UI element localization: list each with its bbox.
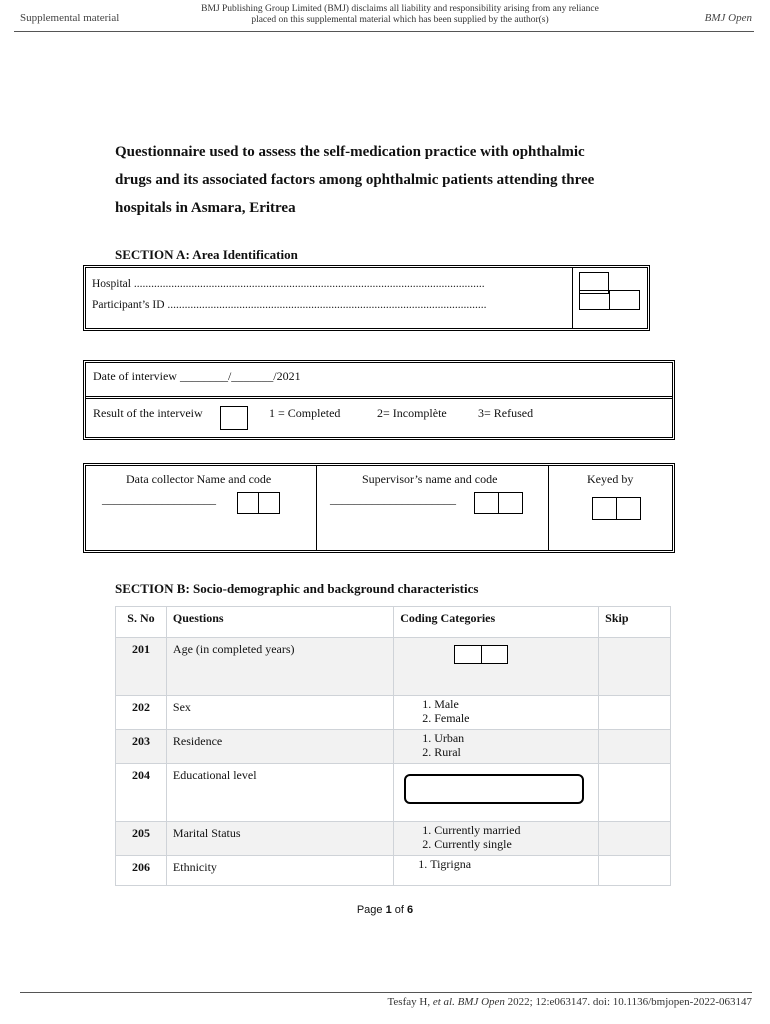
header-left-label: Supplemental material: [20, 12, 120, 24]
footer-divider: [20, 992, 752, 993]
row-number: 203: [116, 730, 167, 764]
coding-options-list: [400, 823, 592, 851]
section-b-title: SECTION B: Socio-demographic and background characteristics: [115, 581, 479, 596]
row-coding: [394, 822, 599, 856]
table-row: [116, 856, 671, 886]
personnel-divider-2: [548, 466, 549, 550]
coding-options-list: [400, 731, 592, 759]
coding-option: 1. Currently married: [434, 823, 592, 837]
disclaimer-line-1: BMJ Publishing Group Limited (BMJ) disclaims all liability and responsibility arising from any reliance: [201, 4, 599, 14]
column-header-skip: Skip: [599, 607, 671, 638]
result-label: Result of the interveiw: [93, 406, 203, 420]
citation-details: 2022; 12:e063147. doi: 10.1136/bmjopen-2022-063147: [504, 996, 752, 1008]
row-number: 204: [116, 764, 167, 822]
row-number: 205: [116, 822, 167, 856]
area-identification-box: [83, 265, 650, 331]
row-number: 201: [116, 638, 167, 696]
row-skip: [599, 730, 671, 764]
data-collector-label: Data collector Name and code: [126, 472, 272, 486]
coding-option: 1. Male: [434, 697, 592, 711]
supervisor-name-line[interactable]: _____________________: [330, 492, 456, 506]
header-disclaimer: [185, 4, 615, 26]
row-question: Ethnicity: [166, 856, 393, 886]
row-number: 202: [116, 696, 167, 730]
title-line-3: hospitals in Asmara, Eritrea: [115, 200, 296, 216]
data-collector-code-boxes: [237, 492, 280, 514]
socio-demographic-table: [115, 606, 671, 886]
coding-option: 2. Currently single: [434, 837, 592, 851]
keyed-by-label: Keyed by: [587, 472, 634, 486]
result-code-box[interactable]: [220, 406, 248, 430]
code-cell[interactable]: [592, 497, 617, 520]
coding-option: 2. Rural: [434, 745, 592, 759]
row-skip: [599, 638, 671, 696]
page-of: of: [391, 904, 408, 916]
row-coding: [394, 638, 599, 696]
coding-option: 1. Tigrigna: [430, 857, 592, 871]
code-cell[interactable]: [454, 645, 482, 664]
title-line-1: Questionnaire used to assess the self-medication practice with ophthalmic: [115, 144, 585, 160]
row-question: Educational level: [166, 764, 393, 822]
row-number: 206: [116, 856, 167, 886]
header-divider: [14, 31, 754, 32]
code-cell[interactable]: [237, 492, 259, 514]
table-row: [116, 696, 671, 730]
table-row: [116, 638, 671, 696]
participant-id-code-cell[interactable]: [579, 290, 610, 310]
title-line-2: drugs and its associated factors among ophthalmic patients attending three: [115, 172, 595, 188]
personnel-box: [83, 463, 675, 553]
coding-options-list: [400, 697, 592, 725]
education-level-box[interactable]: [404, 774, 584, 804]
data-collector-name-line[interactable]: ___________________: [102, 492, 216, 506]
document-title: [115, 138, 675, 222]
disclaimer-line-2: placed on this supplemental material which has been supplied by the author(s): [251, 15, 549, 25]
code-cell[interactable]: [616, 497, 641, 520]
supervisor-code-boxes: [474, 492, 523, 514]
column-divider: [572, 268, 573, 328]
citation-journal: et al. BMJ Open: [432, 996, 505, 1008]
interview-box: [83, 360, 675, 440]
row-skip: [599, 696, 671, 730]
row-question: Age (in completed years): [166, 638, 393, 696]
column-header-coding: Coding Categories: [394, 607, 599, 638]
section-a-title: SECTION A: Area Identification: [115, 247, 298, 262]
row-coding: [394, 730, 599, 764]
row-question: Residence: [166, 730, 393, 764]
page-current: 1: [385, 904, 392, 916]
page-number: [0, 904, 770, 916]
age-code-boxes: [454, 645, 592, 664]
personnel-divider-1: [316, 466, 317, 550]
coding-option: 1. Urban: [434, 731, 592, 745]
row-coding: [394, 696, 599, 730]
result-option-refused: 3= Refused: [478, 406, 534, 420]
hospital-field[interactable]: Hospital ..........................................................................................................................: [92, 278, 485, 290]
citation-authors: Tesfay H,: [387, 996, 433, 1008]
code-cell[interactable]: [258, 492, 280, 514]
column-header-sno: S. No: [116, 607, 167, 638]
footer-citation: [387, 996, 752, 1008]
interview-box-divider: [86, 396, 672, 399]
row-coding: [394, 856, 599, 886]
page-prefix: Page: [356, 904, 386, 916]
supervisor-label: Supervisor’s name and code: [362, 472, 498, 486]
date-of-interview-field[interactable]: Date of interview ________/_______/2021: [93, 369, 301, 383]
page-total: 6: [407, 904, 414, 916]
participant-id-code-cell[interactable]: [609, 290, 640, 310]
row-question: Sex: [166, 696, 393, 730]
column-header-questions: Questions: [166, 607, 393, 638]
table-row: [116, 730, 671, 764]
table-row: [116, 764, 671, 822]
result-option-incomplete: 2= Incomplète: [377, 406, 447, 420]
code-cell[interactable]: [481, 645, 508, 664]
keyed-by-code-boxes: [592, 497, 641, 520]
row-skip: [599, 856, 671, 886]
participant-id-field[interactable]: Participant’s ID ...............................................................................................................: [92, 299, 487, 311]
coding-options-list: [400, 857, 592, 871]
coding-option: 2. Female: [434, 711, 592, 725]
participant-id-code-boxes: [579, 290, 640, 310]
code-cell[interactable]: [498, 492, 523, 514]
table-header-row: [116, 607, 671, 638]
header-journal-name: BMJ Open: [704, 12, 752, 24]
table-row: [116, 822, 671, 856]
row-skip: [599, 764, 671, 822]
row-question: Marital Status: [166, 822, 393, 856]
row-coding: [394, 764, 599, 822]
result-option-completed: 1 = Completed: [269, 406, 341, 420]
row-skip: [599, 822, 671, 856]
code-cell[interactable]: [474, 492, 499, 514]
